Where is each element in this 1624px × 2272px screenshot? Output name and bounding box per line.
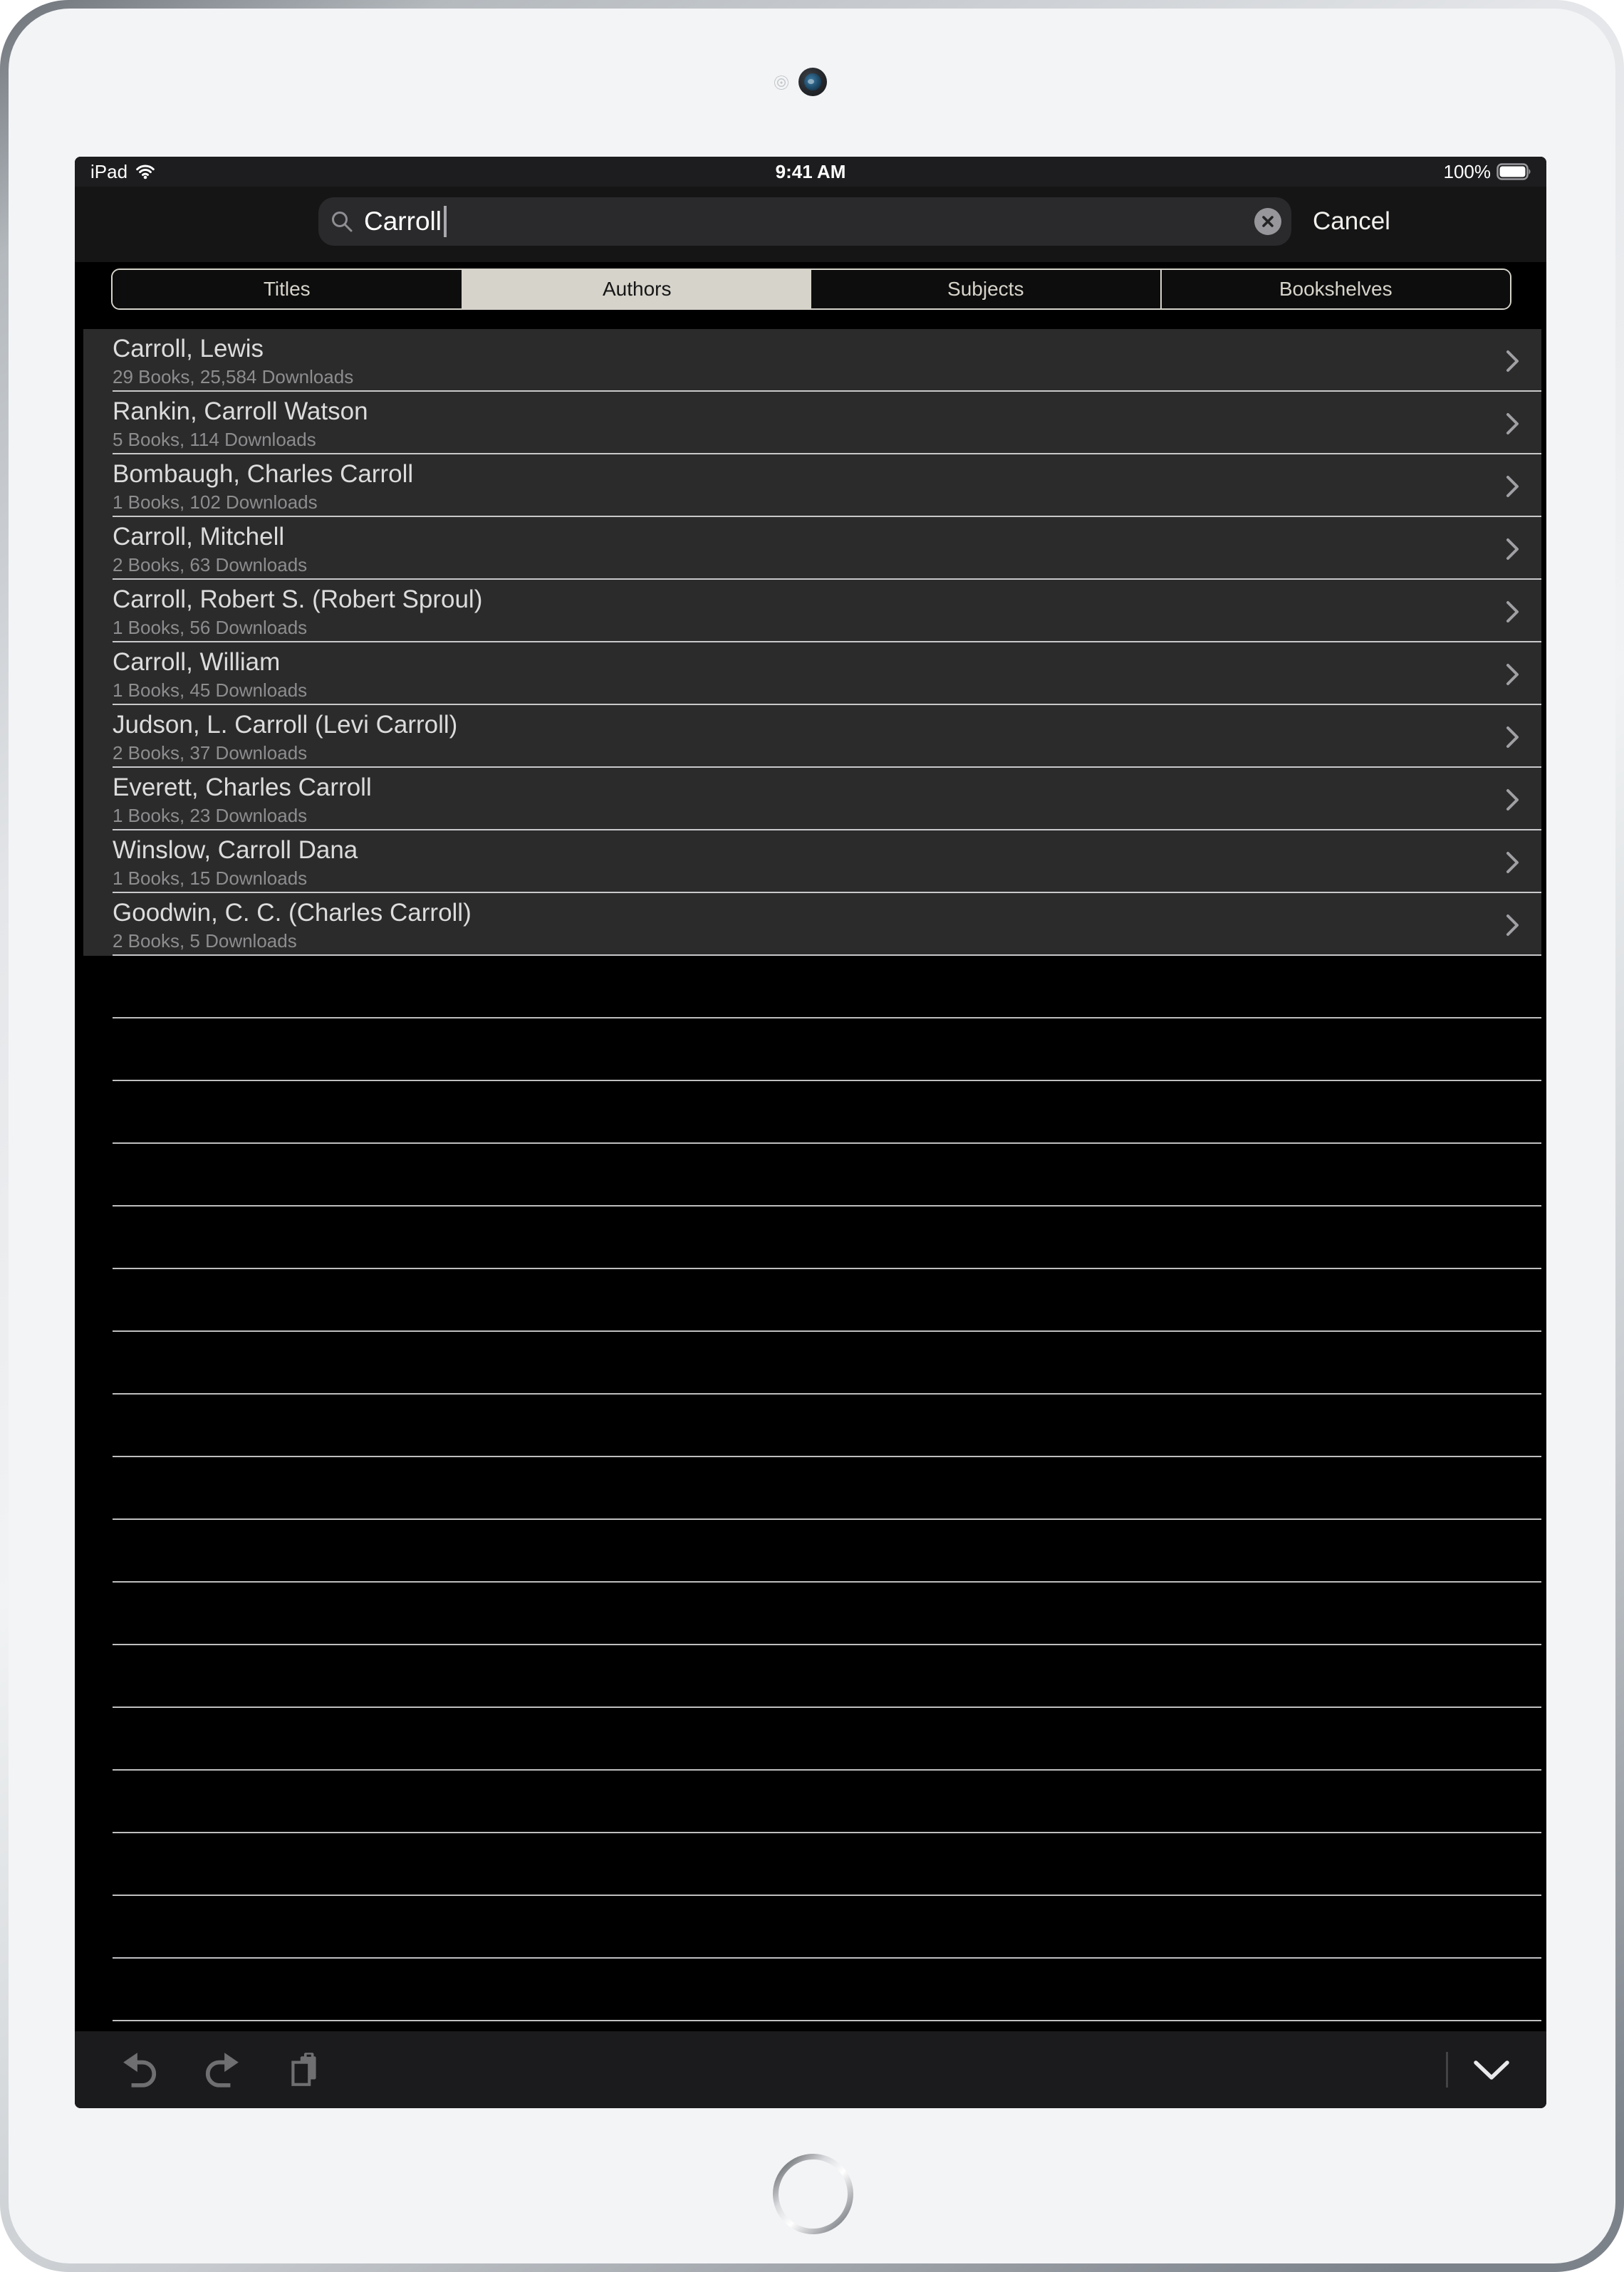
chevron-right-icon — [1506, 726, 1520, 749]
chevron-right-icon — [1506, 538, 1520, 561]
author-stats: 2 Books, 37 Downloads — [113, 742, 308, 764]
author-stats: 2 Books, 63 Downloads — [113, 554, 308, 575]
clear-search-button[interactable] — [1254, 208, 1281, 235]
empty-list-row — [83, 1833, 1541, 1896]
author-stats: 29 Books, 25,584 Downloads — [113, 366, 354, 387]
author-name: Judson, L. Carroll (Levi Carroll) — [113, 711, 458, 739]
author-list-item[interactable] — [83, 517, 1541, 580]
author-stats: 1 Books, 102 Downloads — [113, 491, 318, 513]
close-icon — [1261, 215, 1274, 228]
author-name: Rankin, Carroll Watson — [113, 397, 368, 425]
empty-list-row — [83, 1771, 1541, 1833]
chevron-right-icon — [1506, 663, 1520, 686]
author-name: Everett, Charles Carroll — [113, 773, 372, 801]
tab-authors[interactable]: Authors — [462, 270, 812, 308]
toolbar-divider — [1446, 2052, 1448, 2088]
search-input[interactable] — [318, 197, 1291, 246]
empty-list-row — [83, 1018, 1541, 1081]
author-stats: 5 Books, 114 Downloads — [113, 429, 316, 450]
chevron-right-icon — [1506, 914, 1520, 937]
chevron-right-icon — [1506, 851, 1520, 874]
search-icon — [330, 209, 354, 234]
empty-list-row — [83, 1457, 1541, 1520]
status-bar — [75, 157, 1546, 187]
tab-subjects[interactable]: Subjects — [811, 270, 1160, 308]
undo-icon[interactable] — [120, 2050, 159, 2089]
empty-list-row — [83, 1081, 1541, 1144]
empty-list-row — [83, 1207, 1541, 1269]
app-screen — [75, 157, 1546, 2108]
empty-list-row — [83, 1395, 1541, 1457]
carrier-label: iPad — [90, 160, 128, 182]
search-scope-tabs — [111, 269, 1511, 310]
home-button[interactable] — [773, 2154, 853, 2234]
tab-titles[interactable]: Titles — [113, 270, 462, 308]
ambient-light-sensor — [774, 75, 788, 90]
search-bar-area — [75, 187, 1546, 262]
chevron-right-icon — [1506, 412, 1520, 435]
empty-list-row — [83, 1708, 1541, 1771]
author-name: Carroll, Mitchell — [113, 523, 285, 551]
author-stats: 1 Books, 45 Downloads — [113, 679, 308, 701]
battery-percent: 100% — [1443, 160, 1491, 182]
empty-list-row — [83, 1896, 1541, 1959]
author-list-item[interactable] — [83, 329, 1541, 392]
author-name: Goodwin, C. C. (Charles Carroll) — [113, 899, 472, 927]
text-cursor — [444, 206, 447, 237]
author-stats: 2 Books, 5 Downloads — [113, 930, 297, 952]
empty-list-row — [83, 1332, 1541, 1395]
empty-list-row — [83, 1520, 1541, 1583]
empty-list-row — [83, 956, 1541, 1018]
author-list-item[interactable] — [83, 580, 1541, 642]
dismiss-keyboard-icon[interactable] — [1472, 2058, 1511, 2083]
author-stats: 1 Books, 23 Downloads — [113, 805, 308, 826]
author-list-item[interactable] — [83, 768, 1541, 830]
paste-icon[interactable] — [286, 2050, 324, 2089]
empty-list-row — [83, 1959, 1541, 2021]
author-list-item[interactable] — [83, 392, 1541, 454]
author-name: Bombaugh, Charles Carroll — [113, 460, 414, 488]
author-list-item[interactable] — [83, 454, 1541, 517]
empty-list-row — [83, 1269, 1541, 1332]
search-query-text: Carroll — [364, 207, 442, 236]
author-results-list — [83, 329, 1541, 2021]
battery-icon — [1497, 163, 1532, 180]
author-name: Winslow, Carroll Dana — [113, 836, 358, 864]
chevron-right-icon — [1506, 600, 1520, 623]
author-name: Carroll, Robert S. (Robert Sproul) — [113, 585, 483, 613]
empty-list-row — [83, 1645, 1541, 1708]
redo-icon[interactable] — [203, 2050, 241, 2089]
chevron-right-icon — [1506, 350, 1520, 372]
front-camera — [798, 68, 827, 96]
empty-list-row — [83, 1583, 1541, 1645]
clock: 9:41 AM — [775, 160, 846, 182]
author-list-item[interactable] — [83, 830, 1541, 893]
chevron-right-icon — [1506, 475, 1520, 498]
author-list-item[interactable] — [83, 893, 1541, 956]
author-list-item[interactable] — [83, 705, 1541, 768]
author-stats: 1 Books, 56 Downloads — [113, 617, 308, 638]
cancel-button[interactable]: Cancel — [1313, 207, 1390, 235]
author-name: Carroll, Lewis — [113, 335, 264, 363]
empty-list-row — [83, 1144, 1541, 1207]
tab-bookshelves[interactable]: Bookshelves — [1160, 270, 1511, 308]
author-name: Carroll, William — [113, 648, 281, 676]
keyboard-shortcut-bar — [75, 2031, 1546, 2108]
author-list-item[interactable] — [83, 642, 1541, 705]
chevron-right-icon — [1506, 788, 1520, 811]
author-stats: 1 Books, 15 Downloads — [113, 867, 308, 889]
